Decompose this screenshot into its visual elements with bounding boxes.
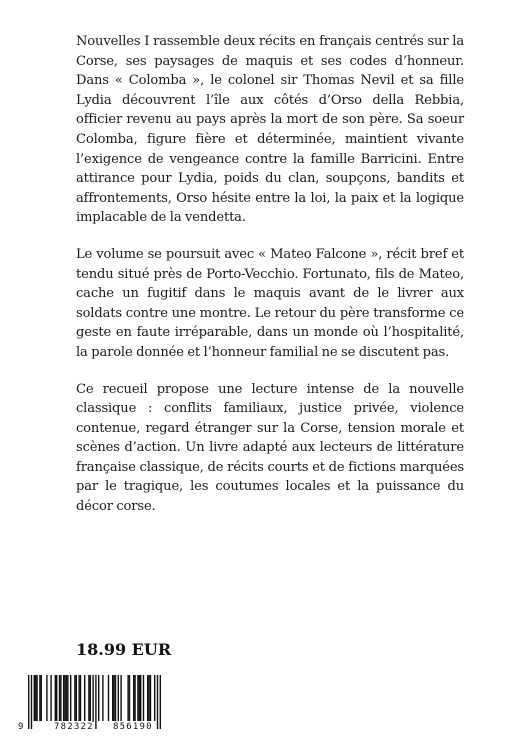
barcode-bar: [28, 675, 29, 729]
barcode-bar: [59, 675, 60, 721]
barcode-bar: [55, 675, 56, 721]
barcode-bar: [147, 675, 148, 721]
description-paragraph-1: Nouvelles I rassemble deux récits en français centrés sur la Corse, ses paysages de maquis et ses codes d’honneur. Dans « Colomba », le colonel sir Thomas Nevil et sa fille Lydia découvrent l’île aux côtés d’Orso della Rebbia, officier revenu au pays après la mort de son père. Sa soeur Colomba, figure fière et déterminée, maintient vivante l’exigence de vengeance contre la famille Barricini. Entre attirance pour Lydia, poids du clan, soupçons, bandits et affrontements, Orso hésite entre la loi, la paix et la logique implacable de la vendetta.: [76, 34, 464, 226]
barcode-bars: [18, 675, 178, 733]
barcode-bar: [102, 675, 103, 721]
barcode-right-digits: 856190: [113, 722, 153, 732]
barcode-bar: [133, 675, 134, 721]
barcode-bar: [139, 675, 140, 721]
barcode-bar: [95, 675, 96, 729]
barcode-bar: [60, 675, 61, 721]
barcode-bar: [120, 675, 121, 721]
barcode-bar: [150, 675, 151, 721]
barcode-bar: [63, 675, 64, 721]
barcode-bar: [78, 675, 79, 721]
barcode-bar: [41, 675, 42, 721]
barcode-bar: [90, 675, 91, 721]
barcode-bar: [84, 675, 85, 721]
barcode-left-digits: 782322: [54, 722, 94, 732]
barcode-bar: [92, 675, 93, 729]
barcode-bar: [35, 675, 36, 721]
barcode-first-digit: 9: [18, 722, 24, 732]
barcode-bar: [118, 675, 119, 721]
isbn-barcode: [18, 675, 178, 733]
barcode-bar: [34, 675, 35, 721]
barcode-bar: [129, 675, 130, 721]
barcode-bar: [140, 675, 141, 721]
barcode-bar: [148, 675, 149, 721]
barcode-bar: [154, 675, 155, 721]
barcode-bar: [70, 675, 71, 721]
barcode-bar: [80, 675, 81, 721]
description-paragraph-2: Le volume se poursuit avec « Mateo Falcone », récit bref et tendu situé près de Porto-Vecchio. Fortunato, fils de Mateo, cache un fugitif dans le maquis avant de le livrer aux soldats contre une montre. Le retour du père transforme ce geste en faute irréparable, dans un monde où l’hospitalité, la parole donnée et l’honneur familial ne se discutent pas.: [76, 246, 464, 360]
barcode-bar: [115, 675, 116, 721]
barcode-bar: [127, 675, 128, 721]
description-text: [76, 32, 464, 534]
barcode-bar: [56, 675, 57, 721]
barcode-bar: [98, 675, 99, 721]
barcode-bar: [143, 675, 144, 721]
barcode-bar: [137, 675, 138, 721]
barcode-bar: [64, 675, 65, 721]
barcode-bar: [160, 675, 161, 729]
barcode-bar: [88, 675, 89, 721]
barcode-bar: [50, 675, 51, 721]
barcode-bar: [46, 675, 47, 721]
barcode-bar: [31, 675, 32, 729]
barcode-bar: [67, 675, 68, 721]
description-paragraph-3: Ce recueil propose une lecture intense de la nouvelle classique : conflits familiaux, justice privée, violence contenue, regard étranger sur la Corse, tension morale et scènes d’action. Un livre adapté aux lecteurs de littérature française classique, de récits courts et de fictions marquées par le tragique, les coutumes locales et la puissance du décor corse.: [76, 381, 464, 515]
barcode-bar: [36, 675, 37, 721]
barcode-bar: [113, 675, 114, 721]
barcode-bar: [157, 675, 158, 729]
barcode-bar: [74, 675, 75, 721]
barcode-bar: [76, 675, 77, 721]
barcode-bar: [108, 675, 109, 721]
barcode-bar: [134, 675, 135, 721]
barcode-bar: [112, 675, 113, 721]
barcode-bar: [66, 675, 67, 721]
barcode-bar: [39, 675, 40, 721]
price-label: 18.99 EUR: [76, 640, 172, 659]
